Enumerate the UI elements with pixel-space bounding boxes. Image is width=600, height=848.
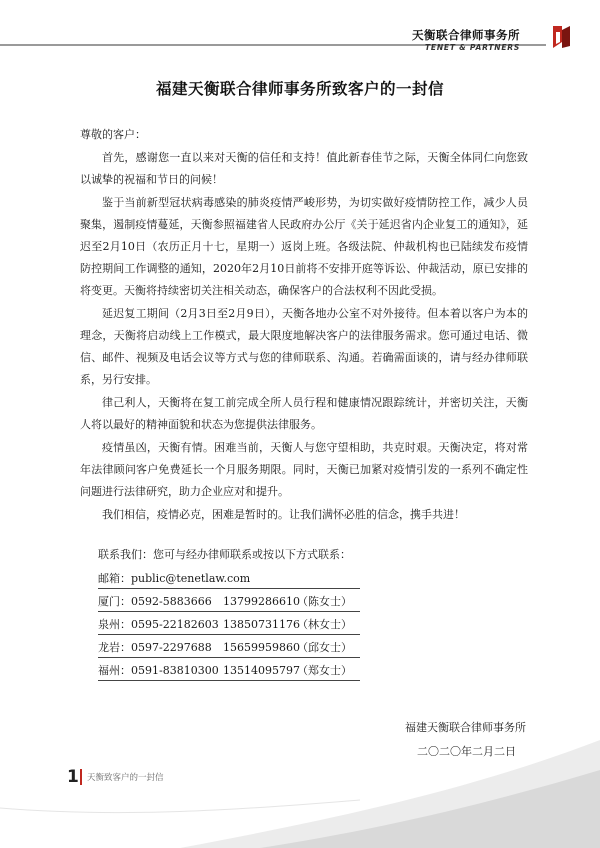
email-link[interactable]: public@tenetlaw.com	[131, 572, 251, 585]
tenet-logo-icon	[550, 24, 572, 50]
row-underline	[98, 588, 360, 589]
contact-intro: 联系我们：您可与经办律师联系或按以下方式联系：	[98, 548, 351, 561]
office-city: 厦门：	[98, 595, 131, 608]
paragraph-online-service: 延迟复工期间（2月3日至2月9日），天衡各地办公室不对外接待。但本着以客户为本的理念，天衡将启动线上工作模式，最大限度地解决客户的法律服务需求。您可通过电话、微信、邮件、视频及电话会议等方式与您的律师联系、沟通。若确需面谈的，请与经办律师联系，另行安排。	[80, 307, 528, 386]
office-contact-person: （邱女士）	[297, 641, 352, 654]
office-mobile[interactable]: 13799286610	[223, 595, 300, 608]
office-mobile[interactable]: 15659959860	[223, 641, 300, 654]
paragraph-free-extension: 疫情虽凶，天衡有情。困难当前，天衡人与您守望相助，共克时艰。天衡决定，将对常年法律顾问客户免费延长一个月服务期限。同时，天衡已加紧对疫情引发的一系列不确定性问题进行法律研究，助力企业应对和提升。	[80, 441, 528, 498]
office-phone[interactable]: 0591-83810300	[131, 664, 219, 677]
office-phone[interactable]: 0592-5883666	[131, 595, 212, 608]
paragraph-delay-notice: 鉴于当前新型冠状病毒感染的肺炎疫情严峻形势，为切实做好疫情防控工作，减少人员聚集，遏制疫情蔓延，天衡参照福建省人民政府办公厅《关于延迟省内企业复工的通知》，延迟至2月10日（农历正月十七，星期一）返岗上班。各级法院、仲裁机构也已陆续发布疫情防控期间工作调整的通知，2020年2月10日前将不安排开庭等诉讼、仲裁活动，原已安排的将变更。天衡将持续密切关注相关动态，确保客户的合法权利不因此受损。	[80, 196, 528, 297]
office-mobile[interactable]: 13514095797	[223, 664, 300, 677]
office-phone[interactable]: 0595-22182603	[131, 618, 219, 631]
office-contact-person: （郑女士）	[297, 664, 352, 677]
email-label: 邮箱：	[98, 572, 131, 585]
row-underline	[98, 611, 360, 612]
paragraph-greeting: 首先，感谢您一直以来对天衡的信任和支持！值此新春佳节之际，天衡全体同仁向您致以诚挚的祝福和节日的问候！	[80, 151, 528, 186]
footer-caption: 天衡致客户的一封信	[87, 773, 164, 783]
signature-block	[396, 716, 526, 764]
row-underline	[98, 657, 360, 658]
signature-firm: 福建天衡联合律师事务所	[405, 721, 526, 734]
signature-date: 二〇二〇年二月二日	[417, 745, 516, 758]
row-underline	[98, 680, 360, 681]
row-underline	[98, 634, 360, 635]
office-contact-person: （林女士）	[297, 618, 352, 631]
office-contact-person: （陈女士）	[297, 595, 352, 608]
office-city: 泉州：	[98, 618, 131, 631]
salutation: 尊敬的客户：	[80, 128, 146, 141]
page-number: 1	[67, 767, 79, 787]
paragraph-health-tracking: 律己利人，天衡将在复工前完成全所人员行程和健康情况跟踪统计，并密切关注，天衡人将以最好的精神面貌和状态为您提供法律服务。	[80, 396, 528, 431]
office-phone[interactable]: 0597-2297688	[131, 641, 212, 654]
letter-body	[80, 124, 528, 527]
paragraph-closing: 我们相信，疫情必克，困难是暂时的。让我们满怀必胜的信念，携手共进！	[102, 508, 465, 521]
footer-accent-bar	[80, 769, 82, 785]
office-city: 福州：	[98, 664, 131, 677]
header-firm-name-cn: 天衡联合律师事务所	[412, 28, 520, 42]
office-city: 龙岩：	[98, 641, 131, 654]
header-firm-name-en: TENET & PARTNERS	[425, 43, 521, 52]
letter-title: 福建天衡联合律师事务所致客户的一封信	[155, 79, 444, 98]
office-mobile[interactable]: 13850731176	[223, 618, 300, 631]
